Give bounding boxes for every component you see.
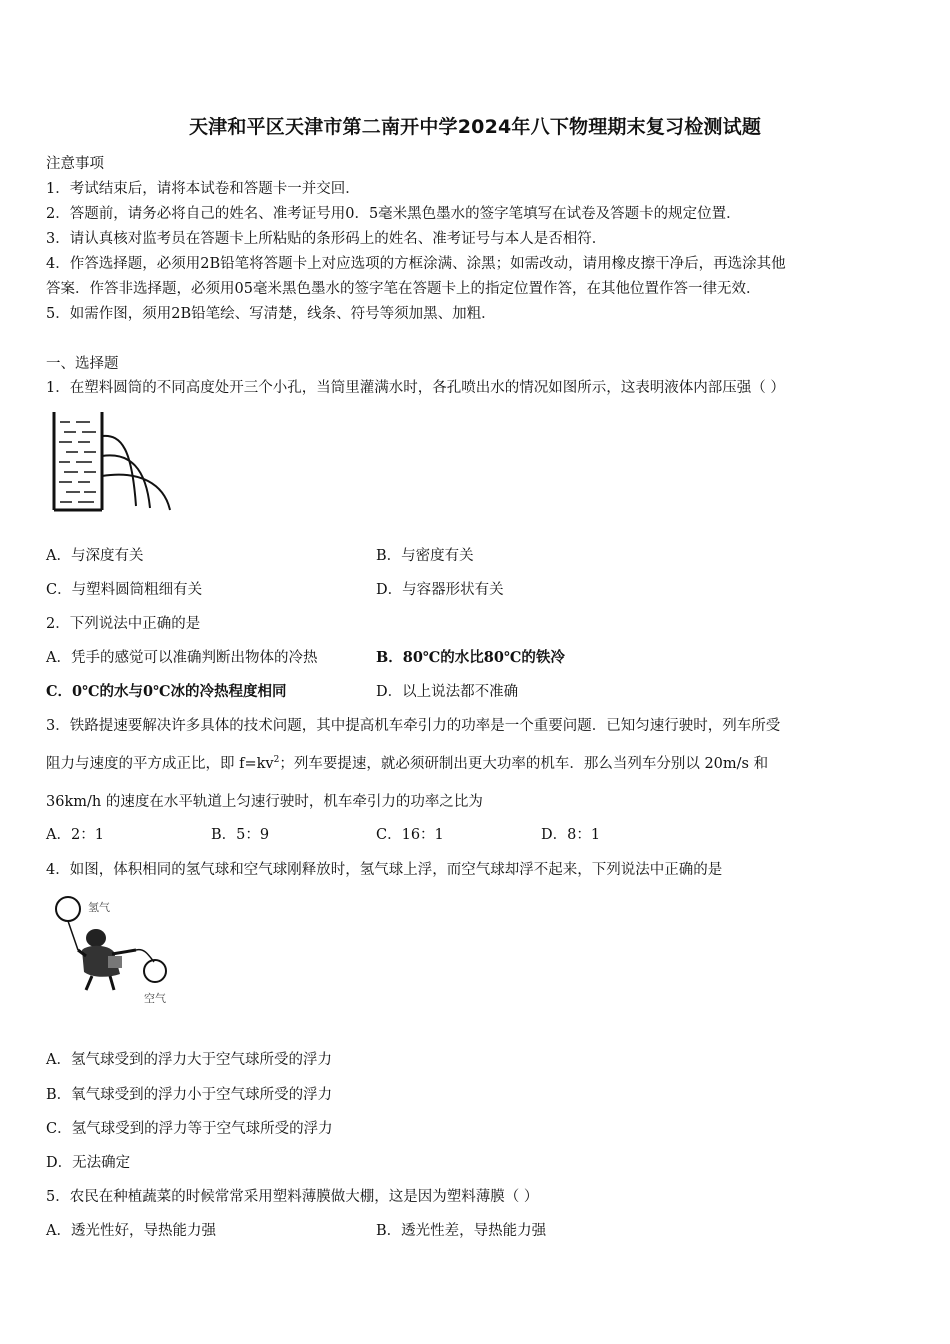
child-head (86, 929, 106, 947)
q1-option-d: D．与容器形状有关 (376, 582, 504, 598)
q5-option-b: B．透光性差，导热能力强 (376, 1223, 547, 1239)
balloons-figure (52, 892, 184, 1008)
q1-stem: 1．在塑料圆筒的不同高度处开三个小孔，当筒里灌满水时，各孔喷出水的情况如图所示，这表明液体内部压强（ ） (46, 380, 785, 396)
q5-option-a: A．透光性好，导热能力强 (46, 1223, 216, 1239)
q4-option-a: A．氢气球受到的浮力大于空气球所受的浮力 (46, 1052, 332, 1068)
notice-item: 4．作答选择题，必须用2B铅笔将答题卡上对应选项的方框涂满、涂黑；如需改动，请用橡皮擦干净后，再选涂其他 (46, 256, 786, 272)
q2-stem: 2．下列说法中正确的是 (46, 616, 201, 632)
q4-stem: 4．如图，体积相同的氢气球和空气球刚释放时，氢气球上浮，而空气球却浮不起来，下列说法中正确的是 (46, 862, 723, 878)
q5-stem: 5．农民在种植蔬菜的时候常常采用塑料薄膜做大棚，这是因为塑料薄膜（ ） (46, 1189, 539, 1205)
q3-stem-line2: 阻力与速度的平方成正比，即 $f=kv^2$；列车要提速，就必须研制出更大功率的机车．那么当列车分别以 20m/s 和 (46, 755, 769, 772)
notice-item: 5．如需作图，须用2B铅笔绘、写清楚，线条、符号等须加黑、加粗． (46, 306, 496, 322)
q2-option-d: D．以上说法都不准确 (376, 684, 519, 700)
q3-stem-line3: 36km/h 的速度在水平轨道上匀速行驶时，机车牵引力的功率之比为 (46, 794, 483, 810)
q3-option-b: B．5：9 (211, 827, 270, 843)
q4-option-c: C．氢气球受到的浮力等于空气球所受的浮力 (46, 1121, 333, 1137)
q3-option-c: C．16：1 (376, 827, 444, 843)
section-heading: 一、选择题 (46, 356, 119, 372)
q2-option-a: A．凭手的感觉可以准确判断出物体的冷热 (46, 650, 318, 666)
water-cylinder-figure (46, 410, 178, 516)
hydrogen-label: 氢气 (88, 901, 110, 914)
q3-option-d: D．8：1 (541, 827, 601, 843)
notice-item: 3．请认真核对监考员在答题卡上所粘贴的条形码上的姓名、准考证号与本人是否相符． (46, 231, 607, 247)
notice-item: 答案．作答非选择题，必须用05毫米黑色墨水的签字笔在答题卡上的指定位置作答，在其他位置作答一律无效． (46, 281, 761, 297)
q4-option-b: B．氧气球受到的浮力小于空气球所受的浮力 (46, 1087, 333, 1103)
notice-item: 2．答题前，请务必将自己的姓名、准考证号用0．5毫米黑色墨水的签字笔填写在试卷及答题卡的规定位置． (46, 206, 741, 222)
notice-item: 1．考试结束后，请将本试卷和答题卡一并交回． (46, 181, 360, 197)
q3-stem-line1: 3．铁路提速要解决许多具体的技术问题，其中提高机车牵引力的功率是一个重要问题．已知匀速行驶时，列车所受 (46, 718, 781, 734)
q2-option-b: B．80℃的水比80℃的铁冷 (376, 649, 565, 666)
air-label: 空气 (144, 992, 166, 1005)
page-title: 天津和平区天津市第二南开中学2024年八下物理期末复习检测试题 (188, 116, 762, 138)
q1-option-a: A．与深度有关 (46, 548, 144, 564)
q4-option-d: D．无法确定 (46, 1155, 131, 1171)
q1-option-b: B．与密度有关 (376, 548, 474, 564)
q2-option-c: C．0℃的水与0℃冰的冷热程度相同 (46, 683, 287, 700)
q3-option-a: A．2：1 (46, 827, 104, 843)
q1-option-c: C．与塑料圆筒粗细有关 (46, 582, 203, 598)
notice-heading: 注意事项 (46, 156, 104, 172)
